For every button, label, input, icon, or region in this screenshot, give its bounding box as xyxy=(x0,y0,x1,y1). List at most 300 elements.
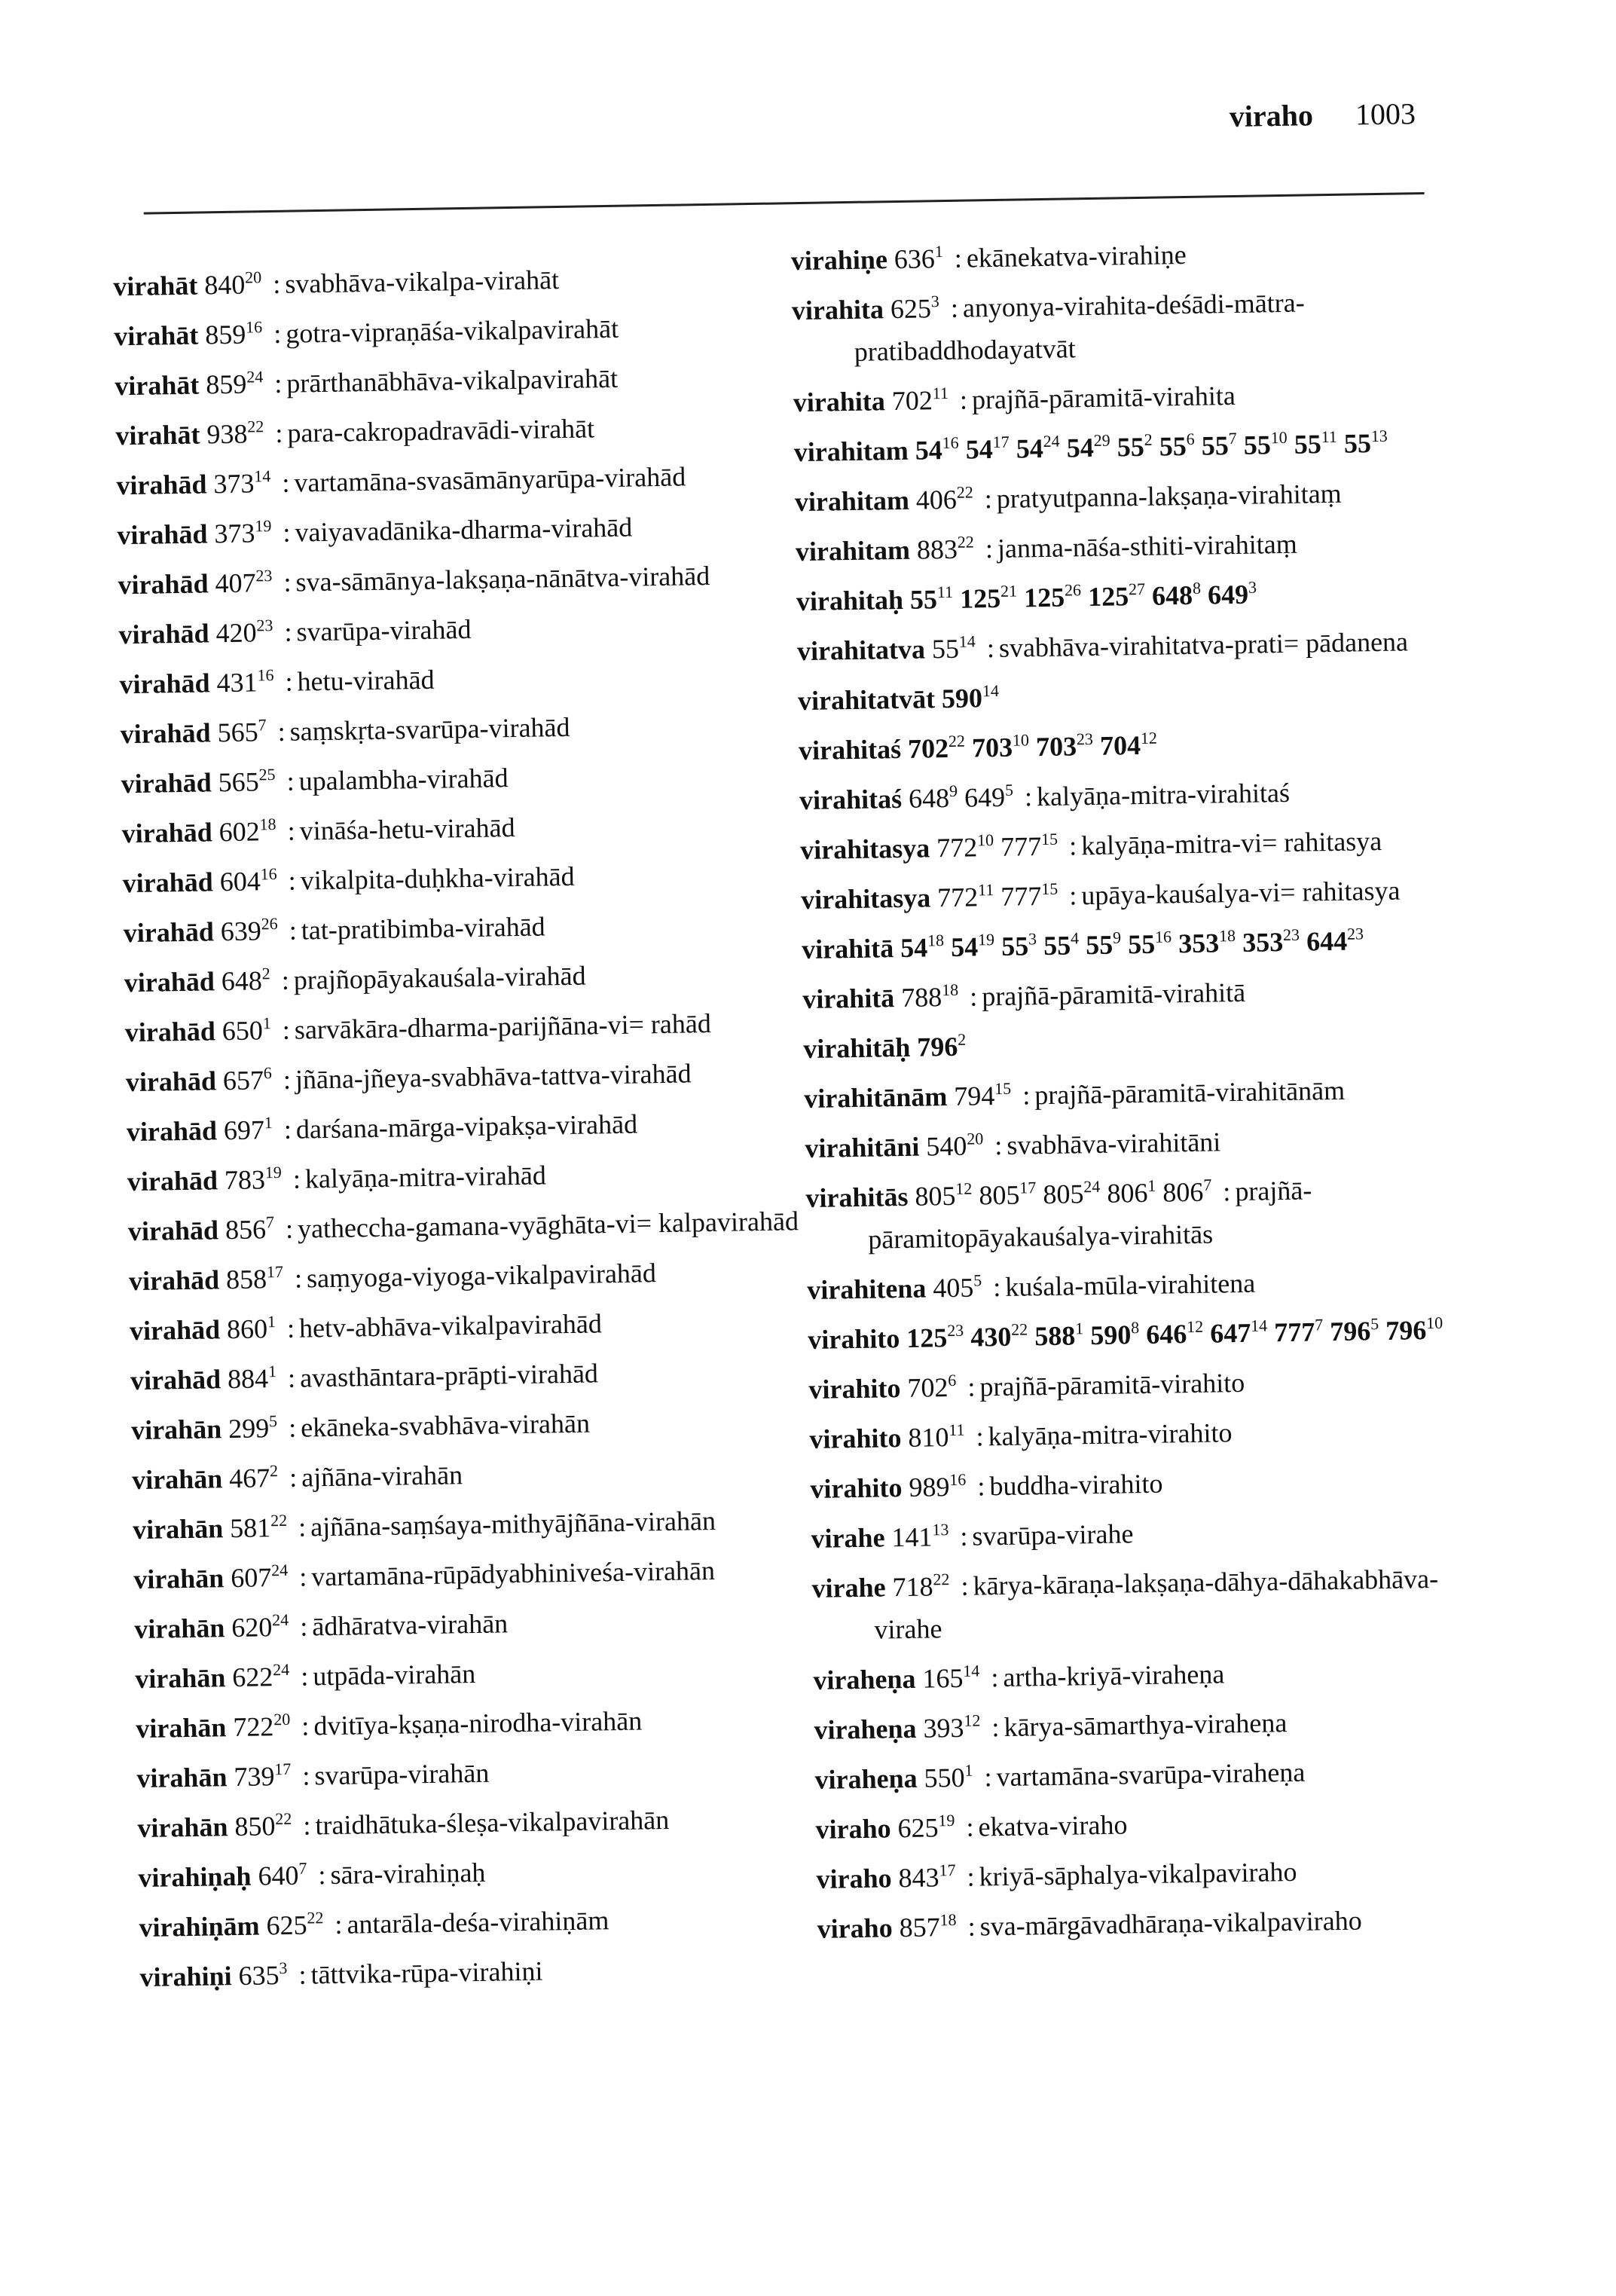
line-ref-number: 11 xyxy=(932,383,949,403)
entry-separator: : xyxy=(992,1271,1001,1303)
index-entry xyxy=(802,968,1481,1020)
entry-references xyxy=(221,1363,277,1394)
line-ref-number: 15 xyxy=(1040,829,1058,849)
page-ref-number: 55 xyxy=(1343,428,1372,459)
line-ref-number: 20 xyxy=(244,268,262,287)
entry-separator: : xyxy=(984,1762,992,1793)
page-ref-number: 590 xyxy=(1090,1319,1132,1351)
entry-separator: : xyxy=(292,1163,301,1194)
entry-separator: : xyxy=(977,1471,985,1502)
page-ref-number: 55 xyxy=(1085,929,1113,961)
page-ref-number: 857 xyxy=(899,1912,940,1943)
line-ref-number: 24 xyxy=(246,367,264,387)
page-ref-number: 859 xyxy=(205,319,246,350)
entry-compound: kalyāṇa-mitra-virahitaś xyxy=(1036,777,1291,812)
index-entry xyxy=(129,1249,808,1302)
entry-references xyxy=(212,866,277,897)
line-ref-number: 23 xyxy=(1282,925,1300,945)
page-ref-number: 649 xyxy=(964,781,1006,813)
page-ref-number: 125 xyxy=(1023,582,1065,613)
entry-lemma: virahād xyxy=(124,966,215,998)
page-ref-number: 772 xyxy=(936,832,978,864)
line-ref-number: 16 xyxy=(942,433,959,453)
entry-separator: : xyxy=(288,865,297,896)
index-entry xyxy=(791,279,1471,374)
index-entry xyxy=(810,1457,1489,1510)
entry-separator: : xyxy=(991,1712,1000,1743)
entry-lemma: virahān xyxy=(130,1414,222,1446)
page-ref-number: 806 xyxy=(1162,1176,1204,1208)
line-ref-number: 10 xyxy=(1012,730,1030,750)
entry-lemma: virahān xyxy=(136,1762,228,1794)
line-ref-number: 1 xyxy=(964,1760,973,1780)
entry-lemma: virahān xyxy=(133,1563,225,1595)
entry-references xyxy=(947,1078,1012,1111)
entry-separator: : xyxy=(272,268,281,299)
index-entry xyxy=(116,454,795,506)
page-ref-number: 805 xyxy=(979,1179,1020,1211)
entry-lemma: virahād xyxy=(126,1115,218,1148)
entry-compound: saṃskṛta-svarūpa-virahād xyxy=(289,711,570,747)
index-entry xyxy=(814,1748,1493,1801)
page-ref-number: 640 xyxy=(258,1860,299,1891)
line-ref-number: 12 xyxy=(955,1179,973,1198)
page-ref-number: 625 xyxy=(266,1909,307,1941)
entry-separator: : xyxy=(281,965,290,995)
line-ref-number: 8 xyxy=(1130,1318,1140,1338)
entry-lemma: virahitam xyxy=(793,435,909,468)
line-ref-number: 7 xyxy=(1203,1175,1212,1194)
header-rule xyxy=(144,192,1425,215)
entry-compound: jñāna-jñeya-svabhāva-tattva-virahād xyxy=(295,1058,692,1095)
page-ref-number: 697 xyxy=(223,1114,265,1146)
entry-lemma: virahitā xyxy=(801,933,894,965)
entry-compound: sva-mārgāvadhāraṇa-vikalpaviraho xyxy=(979,1905,1362,1942)
page-ref-number: 639 xyxy=(220,916,262,947)
entry-compound: kuśala-mūla-virahitena xyxy=(1004,1267,1256,1302)
page-ref-number: 55 xyxy=(1127,928,1156,960)
entry-compound: sarvākāra-dharma-parijñāna-vi= rahād xyxy=(294,1007,712,1045)
entry-references xyxy=(209,667,274,698)
entry-lemma: virahād xyxy=(129,1314,221,1347)
page-ref-number: 648 xyxy=(908,782,950,814)
entry-compound: prajñā-pāramitā-virahitānām xyxy=(1034,1075,1346,1111)
entry-separator: : xyxy=(289,1462,298,1493)
entry-compound: prajñā-pāramitopāyakauśalya-virahitās xyxy=(867,1175,1312,1255)
entry-lemma: virahāt xyxy=(115,419,200,451)
line-ref-number: 17 xyxy=(274,1759,292,1779)
line-ref-number: 1 xyxy=(262,1013,271,1033)
entry-separator: : xyxy=(954,243,963,274)
index-entry xyxy=(135,1647,814,1700)
entry-lemma: virahito xyxy=(809,1423,902,1454)
entry-references xyxy=(902,782,1014,814)
page-ref-number: 843 xyxy=(898,1862,939,1894)
entry-separator: : xyxy=(286,1313,295,1344)
index-entry xyxy=(115,354,793,407)
entry-references xyxy=(919,1130,984,1161)
page-ref-number: 581 xyxy=(229,1512,271,1544)
entry-compound: prajñā-pāramitā-virahitā xyxy=(981,977,1246,1012)
index-entry xyxy=(130,1299,808,1352)
line-ref-number: 3 xyxy=(930,292,939,311)
page-ref-number: 647 xyxy=(1209,1317,1251,1349)
entry-lemma: virahitatvāt xyxy=(797,683,936,717)
entry-separator: : xyxy=(298,1561,307,1592)
index-entry xyxy=(798,669,1477,722)
index-entry xyxy=(130,1349,809,1402)
entry-separator: : xyxy=(285,1213,294,1244)
entry-separator: : xyxy=(277,716,286,747)
entry-references xyxy=(220,1313,276,1344)
entry-compound: pratyutpanna-lakṣaṇa-virahitaṃ xyxy=(996,478,1342,514)
entry-references xyxy=(198,319,263,350)
entry-lemma: virahād xyxy=(123,916,215,949)
index-entry xyxy=(126,1100,805,1153)
line-ref-number: 12 xyxy=(1140,728,1158,747)
index-entry xyxy=(793,420,1472,473)
entry-lemma: virahitaḥ xyxy=(796,584,904,617)
index-entry xyxy=(816,1848,1495,1900)
entry-separator: : xyxy=(991,1662,999,1693)
page-ref-number: 702 xyxy=(907,1372,949,1403)
entry-compound: ādhāratva-virahān xyxy=(311,1608,509,1642)
line-ref-number: 16 xyxy=(1154,927,1172,946)
line-ref-number: 3 xyxy=(1028,929,1037,949)
page-ref-number: 777 xyxy=(1273,1316,1315,1348)
line-ref-number: 20 xyxy=(273,1709,291,1729)
entry-separator: : xyxy=(275,417,283,448)
entry-separator: : xyxy=(299,1611,308,1642)
entry-lemma: virahād xyxy=(130,1364,221,1396)
line-ref-number: 24 xyxy=(1083,1176,1101,1197)
entry-compound: vikalpita-duḥkha-virahād xyxy=(300,861,575,896)
entry-references xyxy=(222,1463,279,1493)
entry-references xyxy=(909,484,974,515)
line-ref-number: 18 xyxy=(941,980,959,1000)
entry-compound: tāttvika-rūpa-virahiṇi xyxy=(310,1955,543,1990)
page-ref-number: 55 xyxy=(931,633,960,665)
line-ref-number: 3 xyxy=(1248,577,1257,597)
index-entry xyxy=(117,503,796,556)
entry-compound: svabhāva-virahitāni xyxy=(1007,1127,1221,1160)
index-entry xyxy=(121,802,800,855)
page-ref-number: 54 xyxy=(900,932,928,964)
index-entry xyxy=(799,769,1478,821)
line-ref-number: 22 xyxy=(957,532,974,552)
index-entry xyxy=(795,520,1474,573)
index-entry xyxy=(139,1946,818,1998)
entry-compound: buddha-virahito xyxy=(989,1468,1163,1502)
page-ref-number: 420 xyxy=(215,617,257,649)
index-entry xyxy=(802,918,1480,971)
index-entry xyxy=(124,951,802,1004)
entry-references xyxy=(251,1860,307,1891)
line-ref-number: 14 xyxy=(1250,1316,1268,1335)
right-column xyxy=(790,229,1495,1958)
page-ref-number: 54 xyxy=(915,435,943,466)
entry-lemma: viraho xyxy=(815,1813,891,1845)
entry-lemma: virahita xyxy=(791,294,884,326)
page-ref-number: 883 xyxy=(916,533,958,565)
line-ref-number: 17 xyxy=(992,432,1010,451)
entry-compound: ekāneka-svabhāva-virahān xyxy=(300,1408,591,1443)
page-ref-number: 635 xyxy=(238,1960,280,1991)
line-ref-number: 21 xyxy=(1000,581,1018,601)
entry-references xyxy=(894,925,1364,963)
entry-separator: : xyxy=(287,815,296,846)
index-entry xyxy=(801,868,1480,921)
page-ref-number: 783 xyxy=(224,1164,266,1196)
entry-references xyxy=(926,1272,982,1303)
index-entry xyxy=(797,619,1476,672)
entry-compound: artha-kriyā-viraheṇa xyxy=(1003,1659,1225,1692)
index-entry xyxy=(120,702,799,755)
page-ref-number: 810 xyxy=(908,1422,949,1453)
page-ref-number: 989 xyxy=(909,1472,950,1503)
line-ref-number: 24 xyxy=(272,1659,290,1680)
page-ref-number: 718 xyxy=(892,1571,933,1603)
page-ref-number: 704 xyxy=(1099,729,1141,761)
line-ref-number: 1 xyxy=(267,1362,277,1381)
page-ref-number: 850 xyxy=(234,1811,276,1842)
index-entry xyxy=(811,1507,1489,1560)
page-ref-number: 55 xyxy=(1117,431,1145,463)
entry-separator: : xyxy=(967,1371,976,1402)
entry-references xyxy=(908,1177,1212,1212)
entry-compound: upāya-kauśalya-vi= rahitasya xyxy=(1081,875,1401,911)
entry-compound: dvitīya-kṣaṇa-nirodha-virahān xyxy=(313,1705,643,1741)
entry-compound: kārya-kāraṇa-lakṣaṇa-dāhya-dāhakabhāva-virahe xyxy=(874,1563,1439,1645)
page-ref-number: 393 xyxy=(923,1712,964,1744)
entry-lemma: virahāt xyxy=(112,270,198,302)
entry-lemma: virahād xyxy=(121,817,213,849)
line-ref-number: 1 xyxy=(267,1312,276,1331)
line-ref-number: 3 xyxy=(279,1958,288,1978)
entry-references xyxy=(909,428,1388,466)
line-ref-number: 7 xyxy=(1314,1315,1324,1334)
entry-references xyxy=(925,633,976,664)
page-number: 1003 xyxy=(1355,96,1416,132)
page-ref-number: 430 xyxy=(970,1321,1012,1353)
index-entry xyxy=(128,1200,807,1252)
entry-references xyxy=(903,579,1257,615)
entry-separator: : xyxy=(994,1130,1003,1161)
line-ref-number: 14 xyxy=(963,1661,980,1680)
entry-lemma: virahād xyxy=(125,1065,217,1098)
entry-separator: : xyxy=(294,1263,303,1294)
index-entry xyxy=(805,1117,1483,1169)
entry-compound: tat-pratibimba-virahād xyxy=(301,911,545,946)
page-ref-number: 648 xyxy=(221,965,263,997)
entry-separator: : xyxy=(288,1412,297,1443)
line-ref-number: 13 xyxy=(1370,426,1388,446)
line-ref-number: 26 xyxy=(1064,580,1082,600)
entry-compound: yatheccha-gamana-vyāghāta-vi= kalpavirahād xyxy=(297,1206,799,1244)
entry-separator: : xyxy=(959,384,968,415)
entry-separator: : xyxy=(960,1521,968,1552)
page-ref-number: 859 xyxy=(206,368,247,400)
page-ref-number: 55 xyxy=(1294,429,1322,460)
line-ref-number: 23 xyxy=(256,616,273,635)
entry-lemma: virahād xyxy=(116,469,207,501)
index-entry xyxy=(137,1796,816,1849)
entry-references xyxy=(216,1065,273,1096)
index-entry xyxy=(133,1548,812,1600)
page-ref-number: 739 xyxy=(234,1761,275,1793)
entry-separator: : xyxy=(950,292,959,323)
entry-separator: : xyxy=(976,1421,984,1452)
line-ref-number: 6 xyxy=(263,1063,272,1083)
entry-compound: darśana-mārga-vipakṣa-virahād xyxy=(295,1108,638,1145)
line-ref-number: 22 xyxy=(956,482,973,502)
page-ref-number: 54 xyxy=(1016,433,1044,464)
page-ref-number: 805 xyxy=(1043,1179,1084,1210)
index-entry xyxy=(132,1448,811,1501)
page-ref-number: 55 xyxy=(1243,430,1272,460)
entry-separator: : xyxy=(284,616,292,647)
line-ref-number: 23 xyxy=(1346,924,1364,943)
entry-references xyxy=(894,982,959,1013)
line-ref-number: 18 xyxy=(1218,926,1236,946)
page-ref-number: 856 xyxy=(225,1214,267,1246)
entry-references xyxy=(890,1812,955,1843)
entry-references xyxy=(210,717,267,747)
index-entry xyxy=(813,1649,1492,1701)
entry-references xyxy=(206,468,271,499)
line-ref-number: 22 xyxy=(247,417,264,436)
entry-compound: sāra-virahiṇaḥ xyxy=(330,1857,486,1891)
entry-lemma: viraheṇa xyxy=(814,1713,917,1745)
line-ref-number: 5 xyxy=(1370,1314,1379,1334)
index-entry xyxy=(121,752,799,805)
entry-separator: : xyxy=(298,1512,307,1542)
entry-lemma: virahitam xyxy=(795,534,911,567)
entry-lemma: virahitatva xyxy=(796,634,926,667)
entry-separator: : xyxy=(287,1362,296,1393)
entry-separator: : xyxy=(273,318,282,349)
entry-references xyxy=(226,1711,291,1742)
page-ref-number: 54 xyxy=(1066,432,1095,463)
entry-compound: vināśa-hetu-virahād xyxy=(299,812,515,846)
line-ref-number: 23 xyxy=(946,1320,964,1341)
index-entry xyxy=(131,1399,810,1451)
line-ref-number: 10 xyxy=(1270,427,1288,448)
page-ref-number: 648 xyxy=(1151,579,1193,611)
page-ref-number: 54 xyxy=(965,433,994,465)
left-column xyxy=(113,255,818,2006)
entry-references xyxy=(884,1521,949,1552)
line-ref-number: 17 xyxy=(1019,1178,1037,1197)
entry-lemma: virahitena xyxy=(807,1273,927,1306)
entry-compound: svarūpa-virahād xyxy=(296,613,472,647)
line-ref-number: 2 xyxy=(269,1461,279,1481)
line-ref-number: 19 xyxy=(255,516,272,536)
page-ref-number: 55 xyxy=(909,584,938,615)
entry-compound: kalyāṇa-mitra-virahito xyxy=(988,1417,1233,1452)
line-ref-number: 20 xyxy=(967,1129,984,1148)
page-ref-number: 141 xyxy=(891,1521,933,1553)
page-ref-number: 777 xyxy=(1000,831,1042,862)
line-ref-number: 29 xyxy=(1093,430,1110,450)
entry-separator: : xyxy=(283,1114,292,1145)
index-entry xyxy=(808,1308,1486,1361)
page-ref-number: 702 xyxy=(907,732,949,764)
line-ref-number: 5 xyxy=(973,1270,982,1290)
line-ref-number: 17 xyxy=(939,1860,956,1880)
page-ref-number: 406 xyxy=(915,484,958,515)
entry-compound: prajñā-pāramitā-virahita xyxy=(971,380,1236,415)
page-ref-number: 858 xyxy=(225,1264,267,1295)
entry-lemma: virahiṇi xyxy=(139,1961,232,1993)
entry-references xyxy=(916,1712,981,1743)
line-ref-number: 16 xyxy=(949,1469,967,1490)
entry-lemma: virahiṇaḥ xyxy=(138,1860,252,1894)
entry-compound: antarāla-deśa-virahiṇām xyxy=(347,1905,609,1940)
entry-separator: : xyxy=(1223,1176,1231,1207)
entry-references xyxy=(209,617,273,648)
entry-compound: hetu-virahād xyxy=(297,664,435,697)
entry-lemma: virahād xyxy=(120,717,211,750)
line-ref-number: 27 xyxy=(1128,579,1146,599)
entry-compound: sva-sāmānya-lakṣaṇa-nānātva-virahād xyxy=(295,560,710,598)
line-ref-number: 9 xyxy=(949,781,958,800)
page-ref-number: 299 xyxy=(228,1413,270,1445)
index-entry xyxy=(123,901,802,954)
page-ref-number: 620 xyxy=(231,1612,273,1643)
entry-references xyxy=(930,881,1058,913)
line-ref-number: 7 xyxy=(258,715,267,735)
page-ref-number: 353 xyxy=(1242,927,1284,958)
line-ref-number: 24 xyxy=(1043,431,1060,451)
page-ref-number: 702 xyxy=(891,385,933,417)
line-ref-number: 23 xyxy=(1076,729,1094,749)
entry-separator: : xyxy=(303,1810,311,1841)
entry-references xyxy=(910,1029,967,1062)
page-ref-number: 884 xyxy=(227,1363,269,1395)
page-ref-number: 644 xyxy=(1306,925,1348,957)
running-head xyxy=(1114,96,1416,136)
entry-compound: ekatva-viraho xyxy=(978,1809,1128,1842)
entry-lemma: virahān xyxy=(137,1811,228,1844)
index-entry xyxy=(138,1846,817,1899)
line-ref-number: 22 xyxy=(270,1510,288,1530)
entry-references xyxy=(219,1261,284,1295)
entry-lemma: virahān xyxy=(136,1712,227,1744)
entry-lemma: virahitāni xyxy=(805,1131,920,1164)
entry-references xyxy=(208,567,273,598)
entry-separator: : xyxy=(985,533,994,564)
entry-references xyxy=(218,1164,283,1195)
entry-references xyxy=(887,243,944,274)
index-entry xyxy=(805,1166,1485,1261)
entry-lemma: virahād xyxy=(118,618,209,650)
page-ref-number: 55 xyxy=(1201,430,1230,461)
entry-references xyxy=(910,533,975,564)
line-ref-number: 8 xyxy=(1192,578,1202,598)
entry-lemma: virahe xyxy=(811,1522,885,1554)
entry-lemma: virahād xyxy=(119,668,210,700)
entry-lemma: virahād xyxy=(122,867,214,899)
entry-separator: : xyxy=(282,1014,291,1045)
page-ref-number: 722 xyxy=(233,1711,274,1743)
page-ref-number: 55 xyxy=(1043,930,1071,962)
entry-compound: ekānekatva-virahiṇe xyxy=(966,239,1187,274)
entry-references xyxy=(935,680,1000,714)
page-ref-number: 636 xyxy=(894,243,936,275)
page-ref-number: 703 xyxy=(1035,731,1077,763)
line-ref-number: 7 xyxy=(1228,428,1237,448)
